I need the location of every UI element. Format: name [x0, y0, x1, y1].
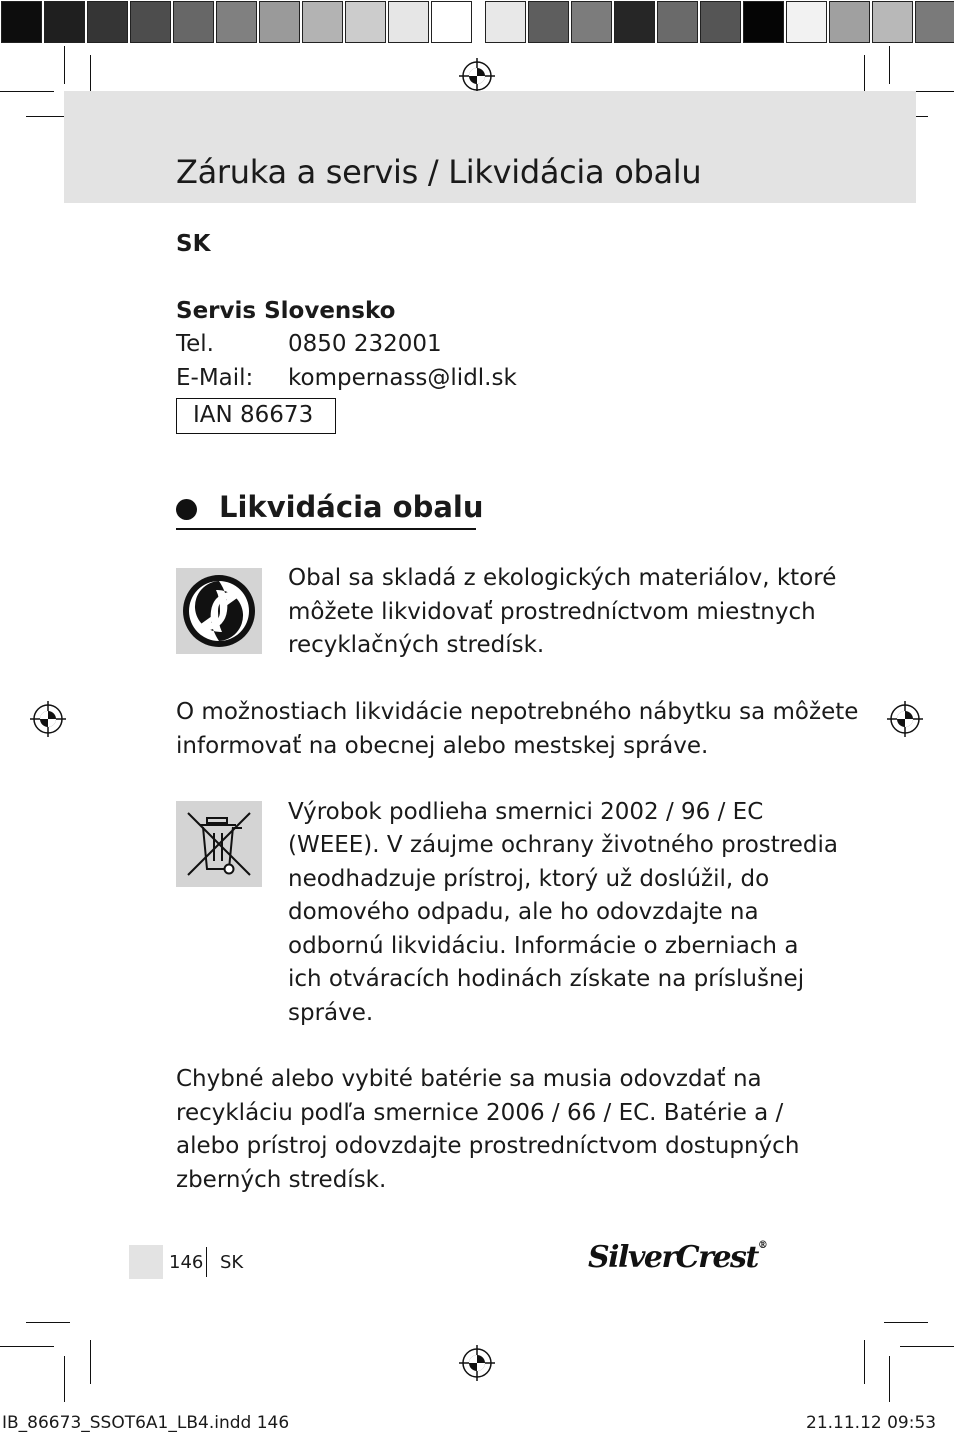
color-swatch [130, 1, 171, 43]
page-number: 146 [169, 1252, 204, 1273]
color-swatch [700, 1, 741, 43]
section-heading [176, 490, 484, 530]
brand-name: SilverCrest [588, 1240, 758, 1275]
color-swatch [485, 1, 526, 43]
registration-mark-icon [887, 701, 923, 737]
color-swatch [528, 1, 569, 43]
color-swatch [44, 1, 85, 43]
text-line: domového odpadu, ale ho odovzdajte na [288, 899, 759, 925]
color-swatch [173, 1, 214, 43]
registration-mark-icon [459, 1345, 495, 1381]
color-bar-left [0, 0, 473, 46]
tel-value: 0850 232001 [288, 331, 442, 357]
text-line: môžete likvidovať prostredníctvom miestnych [288, 599, 816, 625]
brand-logo [588, 1240, 766, 1275]
folio-box [129, 1245, 163, 1279]
crossed-out-wheelie-bin-icon [176, 801, 262, 887]
text-line: recykláciu podľa smernice 2006 / 66 / EC. Batérie a / [176, 1100, 784, 1126]
color-swatch [1, 1, 42, 43]
color-swatch [216, 1, 257, 43]
text-line: O možnostiach likvidácie nepotrebného nábytku sa môžete [176, 699, 859, 725]
text-line: Výrobok podlieha smernici 2002 / 96 / EC [288, 799, 764, 825]
text-line: neodhadzuje prístroj, ktorý už doslúžil, do [288, 866, 770, 892]
text-line: alebo prístroj odovzdajte prostredníctvom dostupných [176, 1133, 800, 1159]
color-swatch [571, 1, 612, 43]
registration-mark-icon [459, 58, 495, 94]
color-swatch [345, 1, 386, 43]
color-swatch [915, 1, 954, 43]
text-line: (WEEE). V záujme ochrany životného prostredia [288, 832, 838, 858]
color-swatch [743, 1, 784, 43]
text-line: recyklačných stredísk. [288, 632, 545, 658]
email-label: E-Mail: [176, 365, 254, 391]
email-value: kompernass@lidl.sk [288, 365, 517, 391]
bullet-icon [176, 499, 197, 520]
color-swatch [829, 1, 870, 43]
section-title: Likvidácia obalu [219, 490, 484, 524]
color-swatch [302, 1, 343, 43]
slug-file: IB_86673_SSOT6A1_LB4.indd 146 [2, 1413, 290, 1433]
footer-language: SK [220, 1252, 244, 1273]
text-line: odbornú likvidáciu. Informácie o zberniach a [288, 933, 799, 959]
page-title: Záruka a servis / Likvidácia obalu [176, 153, 702, 191]
ian-box: IAN 86673 [176, 398, 336, 434]
color-swatch [657, 1, 698, 43]
registration-mark-icon [30, 701, 66, 737]
slug-datetime: 21.11.12 09:53 [806, 1413, 937, 1433]
footer-divider [206, 1247, 207, 1277]
registered-mark: ® [757, 1240, 767, 1251]
country-code: SK [176, 231, 211, 257]
color-swatch [614, 1, 655, 43]
color-swatch [388, 1, 429, 43]
color-swatch [259, 1, 300, 43]
color-bar-right [484, 0, 954, 46]
text-line: Chybné alebo vybité batérie sa musia odovzdať na [176, 1066, 762, 1092]
text-line: informovať na obecnej alebo mestskej správe. [176, 733, 709, 759]
text-line: zberných stredísk. [176, 1167, 387, 1193]
green-dot-recycling-icon [176, 568, 262, 654]
color-swatch [786, 1, 827, 43]
service-name: Servis Slovensko [176, 298, 396, 324]
text-line: ich otváracích hodinách získate na príslušnej [288, 966, 805, 992]
text-line: správe. [288, 1000, 374, 1026]
tel-label: Tel. [176, 331, 214, 357]
color-swatch [87, 1, 128, 43]
text-line: Obal sa skladá z ekologických materiálov, ktoré [288, 565, 837, 591]
color-swatch [431, 1, 472, 43]
color-swatch [872, 1, 913, 43]
